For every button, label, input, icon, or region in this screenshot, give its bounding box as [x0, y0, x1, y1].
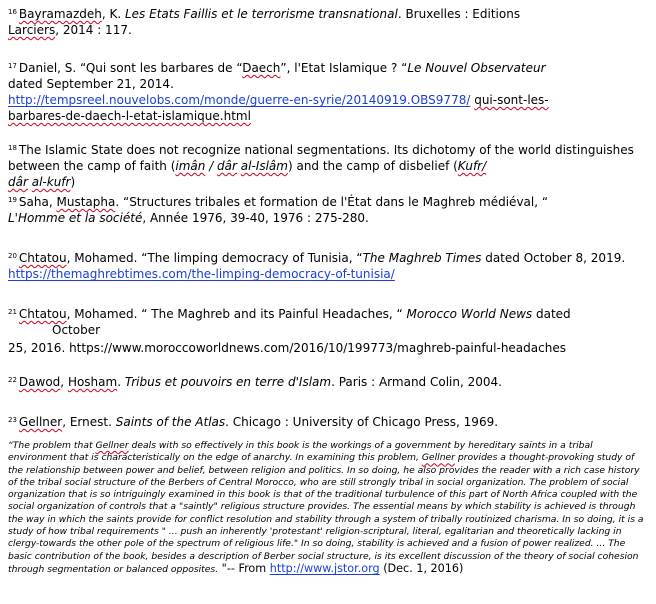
text-segment: October	[52, 323, 101, 337]
citation-title: L'Homme et la société	[8, 211, 143, 225]
text-segment: Dawod	[18, 375, 61, 389]
footnote-number: 20	[8, 252, 17, 260]
footnote-number: 22	[8, 376, 17, 384]
text-segment: )	[70, 175, 76, 189]
citation-title: Les Etats Faillis et le terrorisme transnational	[124, 7, 398, 21]
text-segment: al-Islâm	[240, 159, 288, 173]
text-segment: al-kufr	[31, 175, 71, 189]
text-segment: dated September 21, 2014.	[8, 77, 174, 91]
text-segment: ,	[60, 375, 68, 389]
footnote-number: 21	[8, 308, 17, 316]
text-segment: dâr	[8, 175, 28, 189]
text-segment: /	[205, 159, 218, 173]
text-segment: Gellner	[95, 440, 129, 451]
text-segment: dated	[532, 307, 571, 321]
footnote-number: 19	[8, 196, 17, 204]
text-segment: provides a thought-provoking study of the relationship between power and belief, between religion and politics. In so doing, he also provides the reader with a rich case history of the tribal social structure of the Berbers of Central Morocco, who are still strongly tribal in social organization. The problem of social organization that is so intriguingly examined in this book is that of the traditional turbulence of this part of North Africa coupled with the social organization of controls that a "saintly" religious structure provides. The essential means by which stability is achieved is through the way in which the saints provide for conflict resolution and stability through a system of tribally routinized charisma. In so doing, it is a study of how tribal requirements " ... push an inherently 'protestant' religion-scriptural, literal, egalitarian and theoretically lacking in clergy-towards the other pole of the spectrum of religious life." In so doing, stability is achieved and a fusion of power realized. ... The basic contribution of the book, besides a description of Berber social structure, is its excellent discussion of the theory of social cohesion through segmentation or balanced opposites.	[8, 452, 644, 575]
text-segment: Daniel, S. “Qui sont les barbares de “	[18, 61, 243, 75]
text-segment: , Année 1976, 39-40, 1976 : 275-280.	[142, 211, 369, 225]
author-name: Chtatou	[18, 307, 67, 321]
text-segment: , K.	[101, 7, 125, 21]
text-segment: .	[117, 375, 125, 389]
citation-title: Saints of the Atlas	[115, 415, 226, 429]
text-segment: , Ernest.	[62, 415, 116, 429]
article-link[interactable]: http://tempsreel.nouvelobs.com/monde/guerre-en-syrie/20140919.OBS9778/	[8, 93, 471, 107]
citation-title: Morocco World News	[406, 307, 533, 321]
text-segment: Daech	[242, 61, 281, 75]
citation-title: Tribus et pouvoirs en terre d'Islam	[124, 375, 332, 389]
text-segment: Gellner	[421, 452, 455, 464]
text-segment: (Dec. 1, 2016)	[379, 561, 464, 575]
text-segment: “The problem that	[8, 440, 96, 451]
jstor-link[interactable]: http://www.jstor.org	[269, 561, 380, 575]
footnote-21	[8, 304, 648, 356]
footnote-number: 23	[8, 416, 17, 424]
text-segment: . Chicago : University of Chicago Press, 1969.	[225, 415, 499, 429]
book-review-quote	[8, 440, 648, 576]
footnote-17	[8, 58, 648, 124]
text-segment: Kufr/	[457, 159, 487, 173]
text-segment: . Bruxelles : Editions	[397, 7, 521, 21]
text-segment: dated October 8, 2019.	[481, 251, 626, 265]
citation-title: The Maghreb Times	[362, 251, 482, 265]
text-segment: 25, 2016. https://www.moroccoworldnews.com/2016/10/199773/maghreb-painful-headaches	[8, 341, 566, 355]
text-segment: dâr	[217, 159, 237, 173]
footnote-20	[8, 248, 648, 282]
footnote-19	[8, 192, 648, 226]
text-segment: . “Structures tribales et formation de l'État dans le Maghreb médiéval, “	[115, 195, 549, 209]
footnote-18	[8, 140, 648, 190]
author-name: Chtatou	[18, 251, 67, 265]
text-segment: , 2014 : 117.	[55, 23, 132, 37]
author-name: Bayramazdeh	[18, 7, 102, 21]
footnote-23	[8, 412, 648, 430]
article-link[interactable]: https://themaghrebtimes.com/the-limping-democracy-of-tunisia/	[8, 267, 395, 281]
text-segment: . Paris : Armand Colin, 2004.	[331, 375, 502, 389]
article-link-continued[interactable]: qui-sont-les-	[474, 93, 549, 107]
text-segment: Hosham	[67, 375, 118, 389]
author-name: Gellner	[18, 415, 63, 429]
text-segment: imân	[175, 159, 206, 173]
footnote-16	[8, 4, 648, 38]
publisher-name: Larciers	[8, 23, 56, 37]
text-segment: , Mohamed. “The limping democracy of Tunisia, “	[66, 251, 363, 265]
text-segment: ) and the camp of disbelief (	[287, 159, 458, 173]
footnote-22	[8, 372, 648, 390]
footnote-number: 18	[8, 144, 17, 152]
article-link-continued[interactable]: barbares-de-daech-l-etat-islamique.html	[8, 109, 251, 123]
text-segment: deals with so effectively in this book is the workings of a government by hereditary saints in a tribal environment that is characteristically on the edge of anarchy. In examining this problem,	[8, 440, 593, 464]
text-segment: ”, l'Etat Islamique ? “	[280, 61, 408, 75]
footnote-number: 16	[8, 8, 17, 16]
citation-title: Le Nouvel Observateur	[407, 61, 546, 75]
text-segment: The Islamic State does not recognize national segmentations. Its dichotomy of the world distinguishes between the camp of faith (	[8, 143, 634, 173]
text-segment: , Mohamed. “ The Maghreb and its Painful Headaches, “	[66, 307, 407, 321]
text-segment: Saha,	[18, 195, 57, 209]
text-segment: Mustapha	[56, 195, 116, 209]
text-segment: "-- From	[218, 561, 270, 575]
footnote-number: 17	[8, 62, 17, 70]
